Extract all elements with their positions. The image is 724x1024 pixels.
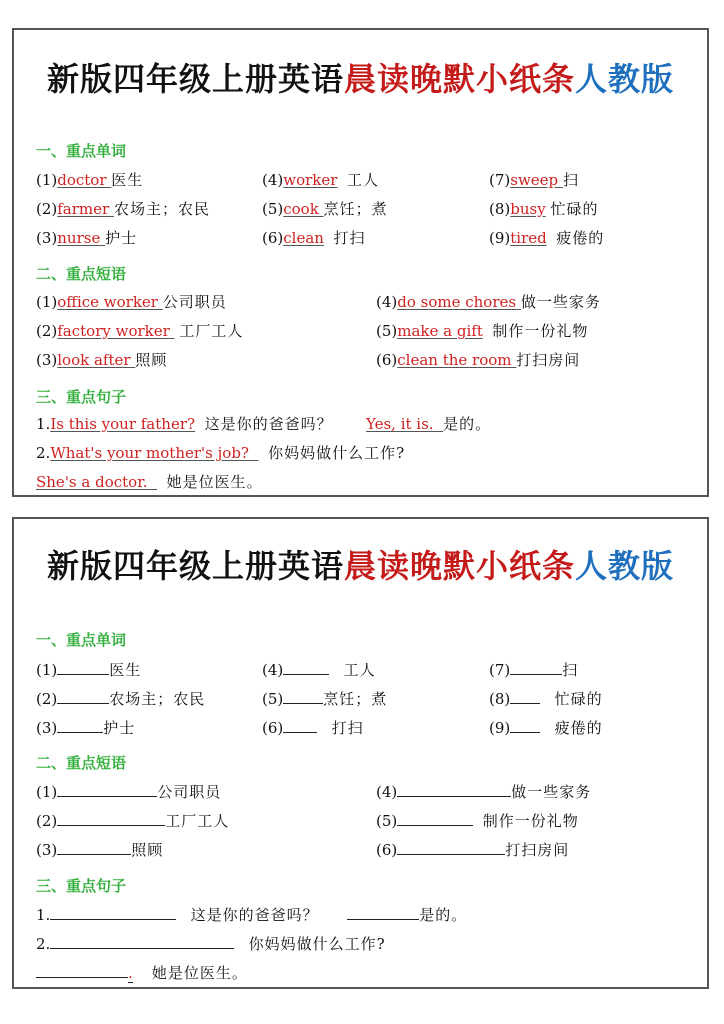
phrase-item: (1)office worker 公司职员 [36,293,227,311]
word-blank-item: (5) 烹饪；煮 [262,690,388,708]
sentence-item: 1.Is this your father? 这是你的爸爸吗？ Yes, it is. 是的。 [36,415,492,433]
card-title [14,54,707,100]
phrase-blank-item: (2) 工厂工人 [36,812,230,830]
answer-blank[interactable] [57,810,165,826]
title-part-1: 新版四年级上册英语 [46,547,344,585]
word-item: (2)farmer 农场主；农民 [36,200,210,218]
title-part-3: 人教版 [575,547,675,585]
phrase-blank-item: (5) 制作一份礼物 [376,812,579,830]
answer-blank[interactable] [397,839,505,855]
answer-blank[interactable] [57,781,157,797]
sentence-blank-item: . 她是位医生。 [36,962,248,983]
word-item: (6)clean 打扫 [262,229,366,247]
word-item: (5)cook 烹饪；煮 [262,200,388,218]
sentence-item: 2.What's your mother's job? 你妈妈做什么工作? [36,444,406,462]
section-phrases-heading: 二、重点短语 [36,265,127,283]
title-part-1: 新版四年级上册英语 [46,60,344,98]
answer-blank[interactable] [283,688,323,704]
word-item: (7)sweep 扫 [489,171,579,189]
answer-blank[interactable] [50,904,176,920]
answer-blank[interactable] [50,933,234,949]
answer-blank[interactable] [57,839,131,855]
word-blank-item: (2) 农场主；农民 [36,690,206,708]
section-phrases-heading: 二、重点短语 [36,754,127,772]
title-part-2: 晨读晚默小纸条 [343,60,575,98]
sentence-blank-item: 1. 这是你的爸爸吗？ 是的。 [36,906,468,924]
phrase-item: (5)make a gift 制作一份礼物 [376,322,589,340]
card-title [14,541,707,587]
phrase-blank-item: (3) 照顾 [36,841,164,859]
answer-blank[interactable] [510,688,540,704]
answer-blank[interactable] [36,962,128,978]
title-part-3: 人教版 [575,60,675,98]
word-item: (9)tired 疲倦的 [489,229,605,247]
phrase-item: (4)do some chores 做一些家务 [376,293,601,311]
phrase-blank-item: (1) 公司职员 [36,783,222,801]
phrase-blank-item: (6) 打扫房间 [376,841,570,859]
section-words-heading: 一、重点单词 [36,142,127,160]
answer-blank[interactable] [510,717,540,733]
phrase-item: (2)factory worker 工厂工人 [36,322,244,340]
answer-blank[interactable] [57,659,109,675]
sentence-period: . [128,964,133,982]
phrase-item: (3)look after 照顾 [36,351,168,369]
answer-blank[interactable] [397,781,511,797]
answer-blank[interactable] [283,659,329,675]
sentence-blank-item: 2. 你妈妈做什么工作? [36,935,386,953]
word-blank-item: (6) 打扫 [262,719,364,737]
title-part-2: 晨读晚默小纸条 [343,547,575,585]
answer-blank[interactable] [510,659,562,675]
section-sentences-heading: 三、重点句子 [36,877,127,895]
word-blank-item: (1) 医生 [36,661,142,679]
answer-blank[interactable] [57,688,109,704]
word-item: (1)doctor 医生 [36,171,144,189]
sentence-item: She's a doctor. 她是位医生。 [36,473,263,491]
phrase-item: (6)clean the room 打扫房间 [376,351,581,369]
answer-blank[interactable] [397,810,473,826]
phrase-blank-item: (4) 做一些家务 [376,783,592,801]
word-item: (4)worker 工人 [262,171,379,189]
answer-card [12,28,709,497]
word-blank-item: (8) 忙碌的 [489,690,603,708]
answer-blank[interactable] [347,904,419,920]
section-words-heading: 一、重点单词 [36,631,127,649]
word-blank-item: (4) 工人 [262,661,376,679]
answer-blank[interactable] [57,717,103,733]
word-blank-item: (9) 疲倦的 [489,719,603,737]
answer-blank[interactable] [283,717,317,733]
word-blank-item: (7) 扫 [489,661,579,679]
word-item: (8)busy 忙碌的 [489,200,599,218]
word-item: (3)nurse 护士 [36,229,138,247]
word-blank-item: (3) 护士 [36,719,136,737]
section-sentences-heading: 三、重点句子 [36,388,127,406]
blank-card [12,517,709,989]
